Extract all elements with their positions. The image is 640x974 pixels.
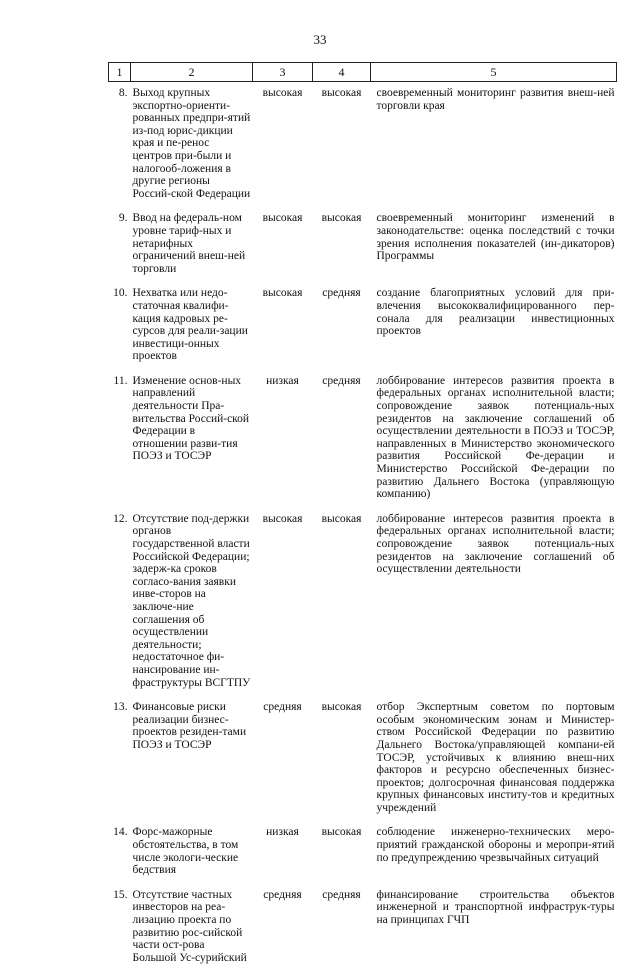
risk-measures: отбор Экспертным советом по портовым особым экономическим зонам и Министер-ством Российской Федерации по развитию Дальнего Востока/управляющей компани-ей ТОСЭР, устойчивых к влиянию внеш-них факторов и ресурсно обеспеченных бизнес-проектов; долгосрочная финансовая поддержка крупных финансовых институ-тов и кредитных учреждений bbox=[376, 701, 615, 814]
row-number: 15. bbox=[113, 888, 128, 901]
risk-probability: средняя bbox=[263, 888, 302, 901]
table-row bbox=[109, 282, 617, 370]
risk-impact: средняя bbox=[322, 287, 361, 300]
risk-probability: высокая bbox=[262, 512, 303, 525]
risk-impact: средняя bbox=[322, 374, 361, 387]
column-header: 1 bbox=[109, 63, 131, 82]
risk-description: Форс-мажорные обстоятельства, в том числе экологи-ческие бедствия bbox=[132, 826, 239, 877]
risk-description: Отсутствие под-держки органов государственной власти Российской Федерации; задерж-ка сроков согласо-вания заявки инве-сторов на заключе-ние соглашения об осуществлении деятельности; недостаточное фи-нансирование ин-фраструктуры ВСГТПУ bbox=[132, 512, 251, 689]
column-header: 2 bbox=[131, 63, 253, 82]
column-header: 3 bbox=[253, 63, 313, 82]
risk-probability: высокая bbox=[262, 287, 303, 300]
risk-impact: высокая bbox=[321, 701, 362, 714]
risk-table bbox=[108, 62, 617, 974]
header-row bbox=[109, 63, 617, 82]
risk-measures: финансирование строительства объектов инженерной и транспортной инфраструк-туры на принципах ГЧП bbox=[376, 888, 615, 927]
risk-measures: лоббирование интересов развития проекта в федеральных органах исполнительной власти; сопровождение заявок потенциаль-ных резидентов на заключение соглашений об осуществлении деятельности в ПОЭЗ и ТОСЭР, направленных в Министерство экономического развития Российской Фе-дерации и Министерство Российской Фе-дерации по развитию Дальнего Востока (управляющую компанию) bbox=[376, 374, 615, 501]
risk-impact: средняя bbox=[322, 888, 361, 901]
table-row bbox=[109, 696, 617, 821]
risk-description: Нехватка или недо-статочная квалифи-кация кадровых ре-сурсов для реали-зации инвестици-онных проектов bbox=[132, 287, 248, 363]
risk-measures: создание благоприятных условий для при-влечения высококвалифицированного пер-сонала для реализации инвестиционных проектов bbox=[376, 287, 615, 338]
table-row bbox=[109, 508, 617, 696]
column-header: 4 bbox=[313, 63, 371, 82]
risk-description: Финансовые риски реализации бизнес-проектов резиден-тами ПОЭЗ и ТОСЭР bbox=[132, 701, 247, 751]
table-body bbox=[109, 82, 617, 974]
risk-measures: своевременный мониторинг развития внеш-ней торговли края bbox=[376, 87, 615, 112]
risk-probability: средняя bbox=[263, 701, 302, 714]
row-number: 13. bbox=[113, 701, 128, 714]
risk-probability: низкая bbox=[266, 374, 299, 387]
risk-impact: высокая bbox=[321, 212, 362, 225]
row-number: 12. bbox=[113, 512, 128, 525]
risk-probability: высокая bbox=[262, 212, 303, 225]
risk-measures: соблюдение инженерно-технических меро-приятий гражданской обороны и меропри-ятий по предупреждению чрезвычайных ситуаций bbox=[376, 826, 615, 864]
row-number: 9. bbox=[118, 212, 128, 225]
risk-measures: своевременный мониторинг изменений в законодательстве: оценка последствий с точки зрения исполнения показателей (ин-дикаторов) Программы bbox=[376, 212, 615, 263]
risk-measures: лоббирование интересов развития проекта в федеральных органах исполнительной власти; сопровождение заявок потенциаль-ных резидентов на заключение соглашений об осуществлении деятельности bbox=[376, 512, 615, 576]
risk-description: Отсутствие частных инвесторов на реа-лизацию проекта по развитию рос-сийской части ост-рова Большой Ус-сурийский bbox=[132, 888, 247, 964]
table-row bbox=[109, 821, 617, 883]
risk-impact: высокая bbox=[321, 512, 362, 525]
table-row bbox=[109, 884, 617, 974]
table-header bbox=[109, 63, 617, 82]
risk-probability: высокая bbox=[262, 87, 303, 99]
row-number: 11. bbox=[113, 374, 128, 387]
risk-description: Выход крупных экспортно-ориенти-рованных предпри-ятий из-под юрис-дикции края и пе-ренос центров при-были и налогооб-ложения в другие регионы Россий-ской Федерации bbox=[132, 87, 251, 200]
row-number: 8. bbox=[118, 87, 128, 99]
row-number: 10. bbox=[113, 287, 128, 300]
risk-description: Изменение основ-ных направлений деятельности Пра-вительства Россий-ской Федерации в отношении разви-тия ПОЭЗ и ТОСЭР bbox=[132, 374, 250, 463]
risk-impact: высокая bbox=[321, 826, 362, 839]
row-number: 14. bbox=[113, 826, 128, 839]
risk-probability: низкая bbox=[266, 826, 299, 839]
table-row bbox=[109, 82, 617, 208]
risk-description: Ввод на федераль-ном уровне тариф-ных и нетарифных ограничений внеш-ней торговли bbox=[132, 212, 246, 275]
risk-impact: высокая bbox=[321, 87, 362, 99]
column-header: 5 bbox=[371, 63, 617, 82]
table-row bbox=[109, 207, 617, 282]
table-row bbox=[109, 370, 617, 508]
page-number: 33 bbox=[313, 32, 327, 47]
